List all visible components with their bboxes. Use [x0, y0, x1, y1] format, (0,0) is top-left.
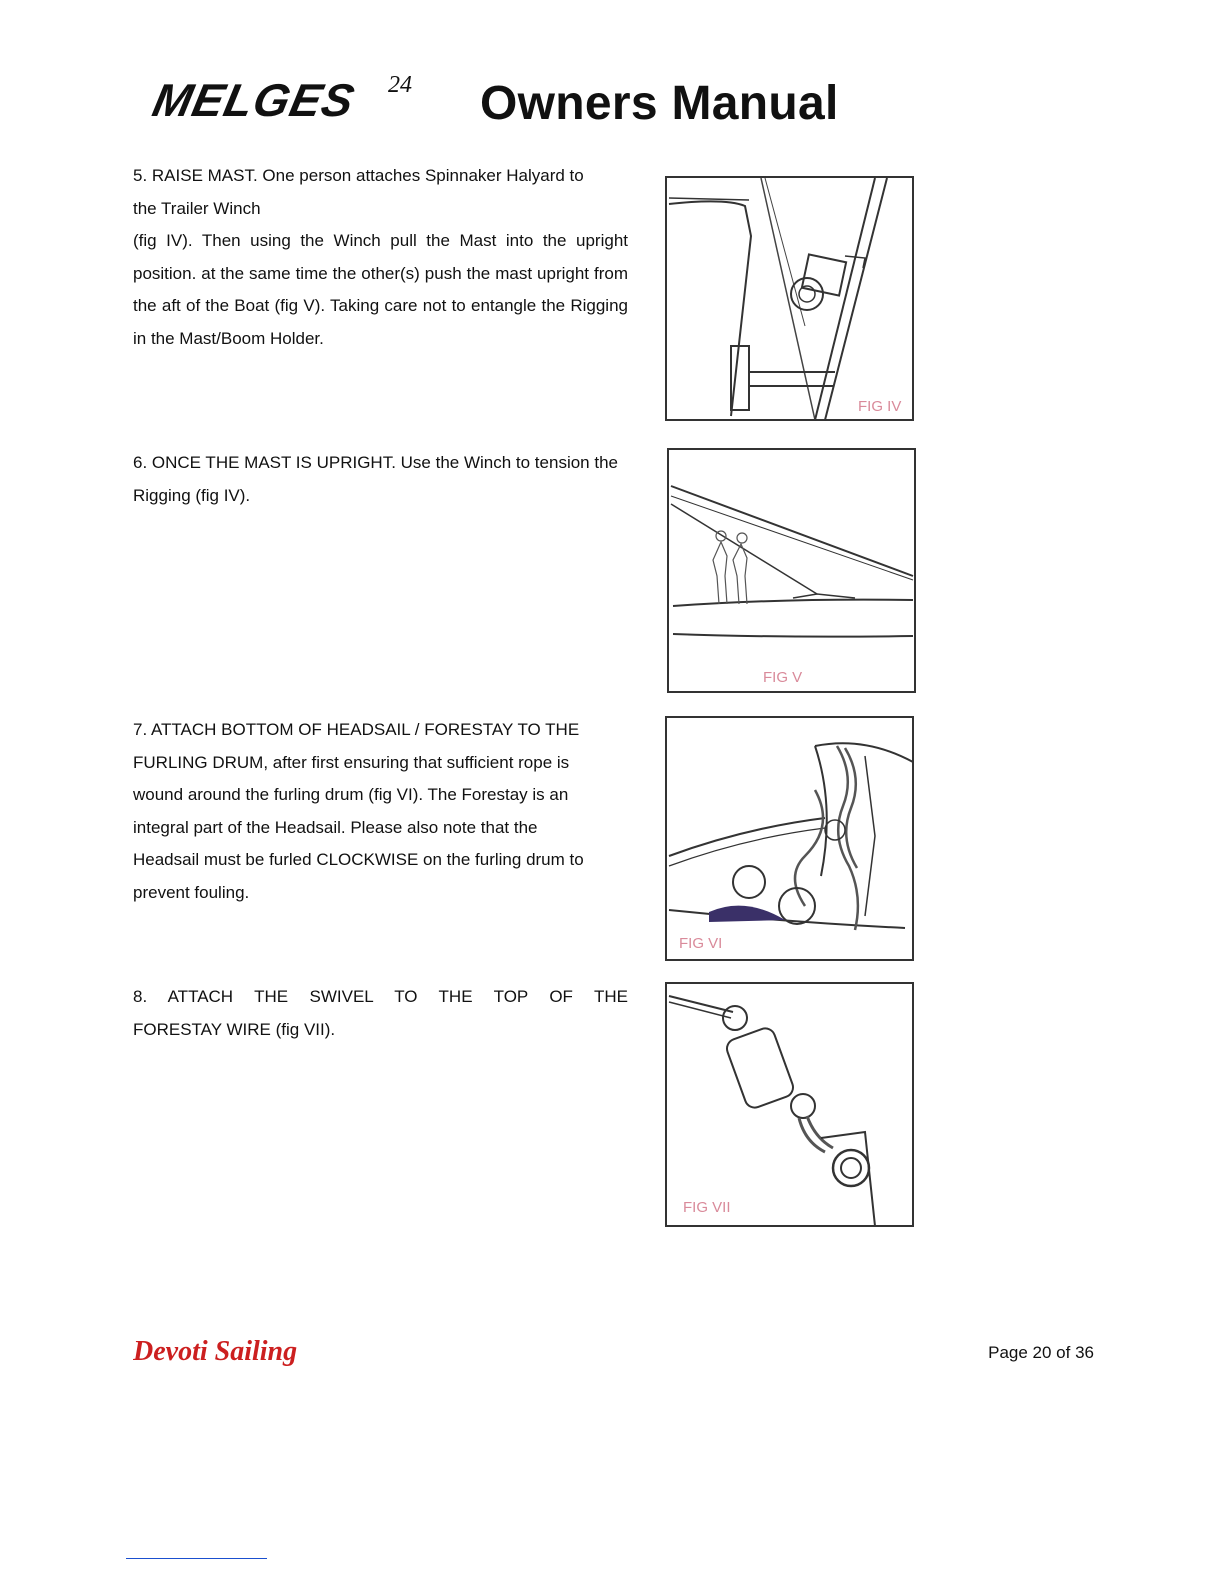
figure-vi-label: FIG VI: [679, 935, 723, 952]
step-6: [133, 447, 628, 512]
step-5-line-1: 5. RAISE MAST. One person attaches Spinnaker Halyard to: [133, 166, 584, 185]
step-5: [133, 160, 628, 356]
step-5-line-2: the Trailer Winch: [133, 198, 261, 218]
step-7-line-2: FURLING DRUM, after first ensuring that sufficient rope is: [133, 752, 570, 772]
logo-superscript: 24: [388, 72, 412, 98]
devoti-sailing-logo: [133, 1328, 313, 1378]
step-7-line-3: wound around the furling drum (fig VI). The Forestay is an: [133, 785, 569, 805]
footer-brand-text: Devoti Sailing: [133, 1336, 298, 1367]
figure-iv-illustration: [665, 176, 915, 422]
figure-iv: [665, 176, 915, 422]
figure-v: [667, 448, 917, 694]
figure-vi-illustration: [665, 716, 915, 962]
figure-iv-label: FIG IV: [858, 398, 902, 415]
step-6-text: 6. ONCE THE MAST IS UPRIGHT. Use the Winch to tension the Rigging (fig IV).: [133, 453, 618, 505]
page-title: Owners Manual: [480, 77, 839, 130]
step-8: [133, 981, 628, 1046]
figure-vii-label: FIG VII: [683, 1199, 731, 1216]
step-7-line-5: Headsail must be furled CLOCKWISE on the furling drum to: [133, 850, 584, 870]
step-7-line-4: integral part of the Headsail. Please also note that the: [133, 817, 538, 837]
footer-divider: [126, 1558, 267, 1559]
page-number: Page 20 of 36: [988, 1343, 1094, 1362]
logo-wordmark: MELGES: [150, 74, 360, 126]
step-8-line-2: FORESTAY WIRE (fig VII).: [133, 1019, 336, 1039]
step-8-line-1: 8. ATTACH THE SWIVEL TO THE TOP OF THE: [133, 987, 628, 1006]
figure-v-label: FIG V: [763, 669, 803, 686]
melges-24-logo: [150, 62, 440, 132]
step-7-line-1: 7. ATTACH BOTTOM OF HEADSAIL / FORESTAY TO THE: [133, 720, 580, 739]
figure-v-illustration: [667, 448, 917, 694]
figure-vii: [665, 982, 915, 1228]
step-7: [133, 714, 628, 910]
figure-vi: [665, 716, 915, 962]
step-5-line-3: (fig IV). Then using the Winch pull the Mast into the upright position. at the same time the other(s) push the mast upright from the aft of the Boat (fig V). Taking care not to entangle the Rigging in the Mast/Boom Holder.: [133, 231, 628, 348]
figure-vii-illustration: [665, 982, 915, 1228]
step-7-line-6: prevent fouling.: [133, 882, 250, 902]
